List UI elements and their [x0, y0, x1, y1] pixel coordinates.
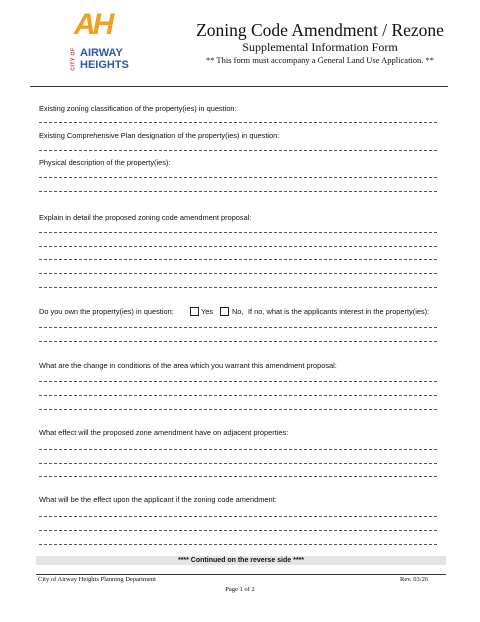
logo-city-text: CITY OF	[70, 47, 77, 71]
continued-banner: **** Continued on the reverse side ****	[36, 556, 446, 565]
question-zoning-classification: Existing zoning classification of the property(ies) in question:	[39, 104, 237, 113]
logo-line1: AIRWAY	[80, 47, 123, 59]
answer-line[interactable]	[39, 395, 437, 396]
form-title: Zoning Code Amendment / Rezone	[196, 20, 444, 40]
question-amendment-proposal: Explain in detail the proposed zoning code amendment proposal:	[39, 213, 252, 222]
question-own-property: Do you own the property(ies) in question:	[39, 307, 174, 316]
form-note: ** This form must accompany a General Land Use Application. **	[205, 55, 435, 65]
city-logo	[70, 8, 129, 74]
answer-line[interactable]	[39, 449, 437, 450]
answer-line[interactable]	[39, 381, 437, 382]
answer-line[interactable]	[39, 327, 437, 328]
answer-line[interactable]	[39, 287, 437, 288]
answer-line[interactable]	[39, 177, 437, 178]
question-applicant-interest: If no, what is the applicants interest in the property(ies):	[248, 307, 430, 316]
footer-revision: Rev. 03/26	[400, 576, 429, 583]
checkbox-no[interactable]	[220, 307, 229, 316]
question-physical-description: Physical description of the property(ies):	[39, 158, 171, 167]
answer-line[interactable]	[39, 463, 437, 464]
answer-line[interactable]	[39, 530, 437, 531]
label-yes: Yes	[201, 307, 214, 316]
label-no: No,	[232, 307, 244, 316]
question-effect-adjacent: What effect will the proposed zone amendment have on adjacent properties:	[39, 428, 289, 437]
question-change-in-conditions: What are the change in conditions of the area which you warrant this amendment proposal:	[39, 361, 337, 370]
answer-line[interactable]	[39, 150, 437, 151]
footer-department: City of Airway Heights Planning Department	[38, 576, 156, 583]
form-subtitle: Supplemental Information Form	[242, 40, 398, 54]
answer-line[interactable]	[39, 341, 437, 342]
logo-line2: HEIGHTS	[80, 59, 129, 71]
checkbox-yes[interactable]	[190, 307, 199, 316]
answer-line[interactable]	[39, 516, 437, 517]
answer-line[interactable]	[39, 232, 437, 233]
answer-line[interactable]	[39, 122, 437, 123]
answer-line[interactable]	[39, 476, 437, 477]
answer-line[interactable]	[39, 409, 437, 410]
answer-line[interactable]	[39, 246, 437, 247]
answer-line[interactable]	[39, 191, 437, 192]
answer-line[interactable]	[39, 273, 437, 274]
logo-letters: AH	[74, 8, 112, 41]
header-divider	[30, 86, 448, 87]
footer-divider	[36, 574, 446, 575]
page-number: Page 1 of 2	[225, 586, 255, 593]
answer-line[interactable]	[39, 544, 437, 545]
answer-line[interactable]	[39, 259, 437, 260]
question-comp-plan-designation: Existing Comprehensive Plan designation of the property(ies) in question:	[39, 131, 280, 140]
question-effect-applicant: What will be the effect upon the applicant if the zoning code amendment:	[39, 495, 277, 504]
